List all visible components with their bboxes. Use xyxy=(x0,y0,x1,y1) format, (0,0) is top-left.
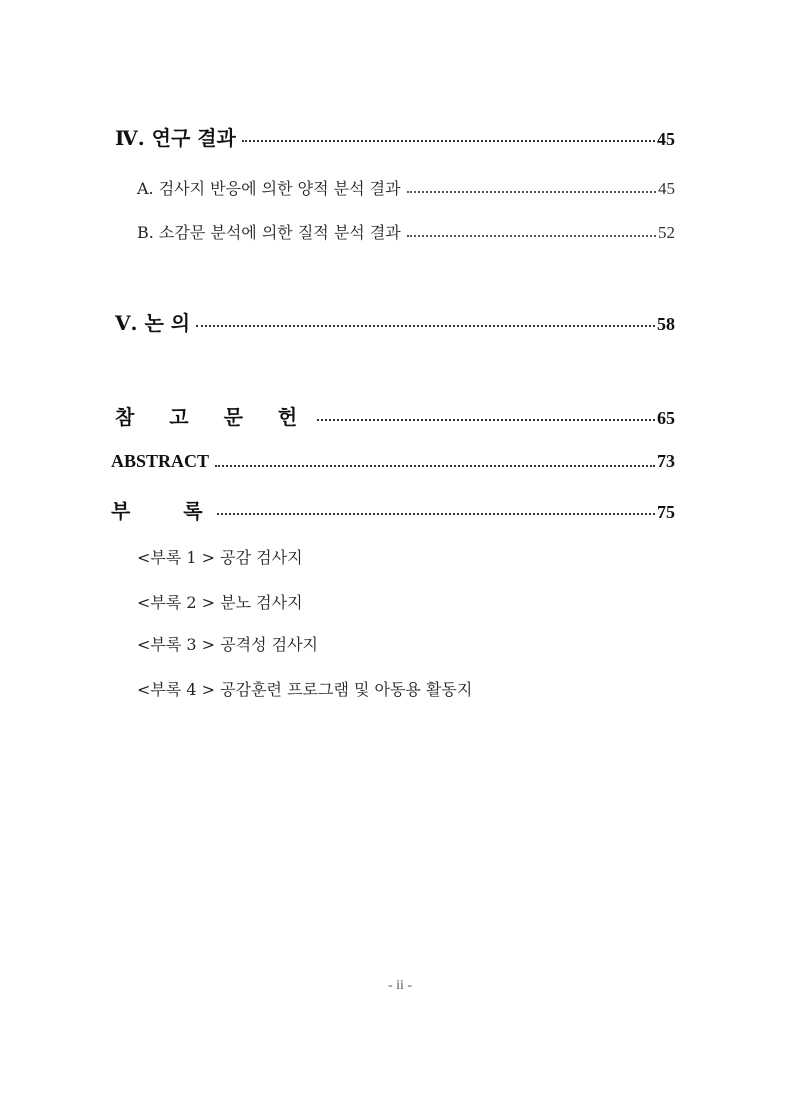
leader-dots xyxy=(242,140,655,142)
toc-label: Ⅴ. 논 의 xyxy=(115,311,191,335)
toc-label: ABSTRACT xyxy=(111,451,210,471)
toc-label: A. 검사지 반응에 의한 양적 분석 결과 xyxy=(137,179,401,198)
page-number-footer: - ii - xyxy=(387,978,413,993)
toc-label: 부 록 xyxy=(111,499,211,523)
appendix-item-4: <부록 4 > 공감훈련 프로그램 및 아동용 활동지 xyxy=(137,680,473,699)
toc-label: 참 고 문 헌 xyxy=(115,405,312,429)
toc-page-number: 58 xyxy=(657,314,675,334)
toc-label: Ⅳ. 연구 결과 xyxy=(115,126,236,150)
toc-page-number: 45 xyxy=(657,129,675,149)
toc-page-number: 45 xyxy=(658,179,675,198)
toc-entry-quantitative xyxy=(137,176,675,199)
toc-page-number: 52 xyxy=(658,223,675,242)
toc-page-number: 73 xyxy=(657,451,675,471)
leader-dots xyxy=(407,235,656,237)
toc-entry-abstract xyxy=(111,451,675,472)
leader-dots xyxy=(215,465,655,467)
toc-entry-references xyxy=(115,401,675,430)
toc-entry-results xyxy=(115,122,675,151)
appendix-item-1: <부록 1 > 공감 검사지 xyxy=(137,548,303,567)
leader-dots xyxy=(407,191,656,193)
leader-dots xyxy=(196,325,655,327)
toc-page-number: 65 xyxy=(657,408,675,428)
toc-page-number: 75 xyxy=(657,502,675,522)
toc-entry-appendix xyxy=(111,495,675,524)
appendix-item-3: <부록 3 > 공격성 검사지 xyxy=(137,635,318,654)
leader-dots xyxy=(217,513,655,515)
toc-label: B. 소감문 분석에 의한 질적 분석 결과 xyxy=(137,223,401,242)
leader-dots xyxy=(317,419,655,421)
toc-entry-discussion xyxy=(115,307,675,336)
toc-entry-qualitative xyxy=(137,220,675,243)
appendix-item-2: <부록 2 > 분노 검사지 xyxy=(137,593,303,612)
